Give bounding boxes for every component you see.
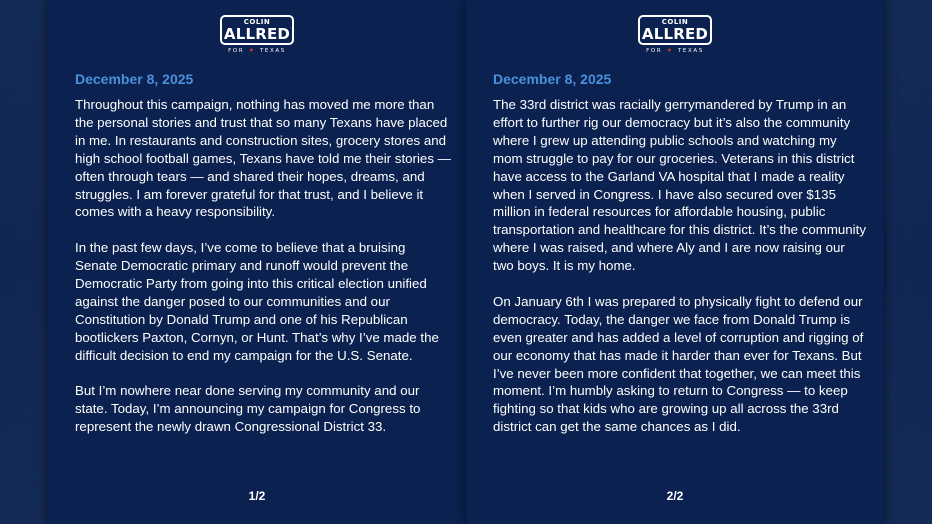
paragraph: On January 6th I was prepared to physically fight to defend our democracy. Today, the danger we face from Donald Trump is even greater and has added a level of corruption and rigging of our economy that has made it harder than ever for Texans. But I’ve never been more confident that together, we can meet this moment. I’m humbly asking to return to Congress — to keep fighting so that kids who are growing up all across the 33rd district can get the same chances as I did. (493, 293, 864, 435)
statement-date: December 8, 2025 (75, 71, 194, 87)
paragraph: In the past few days, I’ve come to believe that a bruising Senate Democratic primary and runoff would prevent the Democratic Party from going into this critical election unified against the danger posed to our communities and our Constitution by Donald Trump and one of his Republican bootlickers Paxton, Cornyn, or Hunt. That’s why I’ve made the difficult decision to end my campaign for the U.S. Senate. (75, 240, 439, 363)
logo-box (220, 15, 294, 45)
logo-tagline: FOR ★ TEXAS (646, 47, 704, 54)
statement-body (493, 96, 869, 454)
page-number: 2/2 (666, 489, 684, 503)
campaign-logo (215, 15, 299, 57)
logo-box (638, 15, 712, 45)
paragraph: Throughout this campaign, nothing has moved me more than the personal stories and trust that so many Texans have placed in me. In restaurants and construction sites, grocery stores and high school football games, Texans have told me their stories — often through tears — and shared their hopes, dreams, and struggles. I am forever grateful for that trust, and I believe it comes with a heavy responsibility. (75, 97, 451, 220)
star-icon: ★ (666, 47, 674, 54)
page-number: 1/2 (248, 489, 266, 503)
logo-tagline: FOR ★ TEXAS (228, 47, 286, 54)
statement-page-1 (48, 0, 466, 524)
logo-first-name: COLIN (661, 18, 689, 26)
paragraph: The 33rd district was racially gerrymandered by Trump in an effort to further rig our democracy but it’s also the community where I grew up attending public schools and watching my mom struggle to pay for our groceries. Veterans in this district have access to the Garland VA hospital that I made a reality when I served in Congress. I have also secured over $135 million in federal resources for affordable housing, public transportation and healthcare for this district. It’s the community where I was raised, and where Aly and I are now raising our two boys. It is my home. (493, 97, 866, 274)
logo-last-name: ALLRED (641, 25, 709, 43)
campaign-logo (633, 15, 717, 57)
statement-body (75, 96, 451, 454)
star-icon: ★ (248, 47, 256, 54)
logo-last-name: ALLRED (223, 25, 291, 43)
paragraph: But I’m nowhere near done serving my community and our state. Today, I’m announcing my campaign for Congress to represent the newly drawn Congressional District 33. (75, 383, 421, 435)
logo-first-name: COLIN (243, 18, 271, 26)
statement-page-2 (466, 0, 884, 524)
statement-date: December 8, 2025 (493, 71, 612, 87)
